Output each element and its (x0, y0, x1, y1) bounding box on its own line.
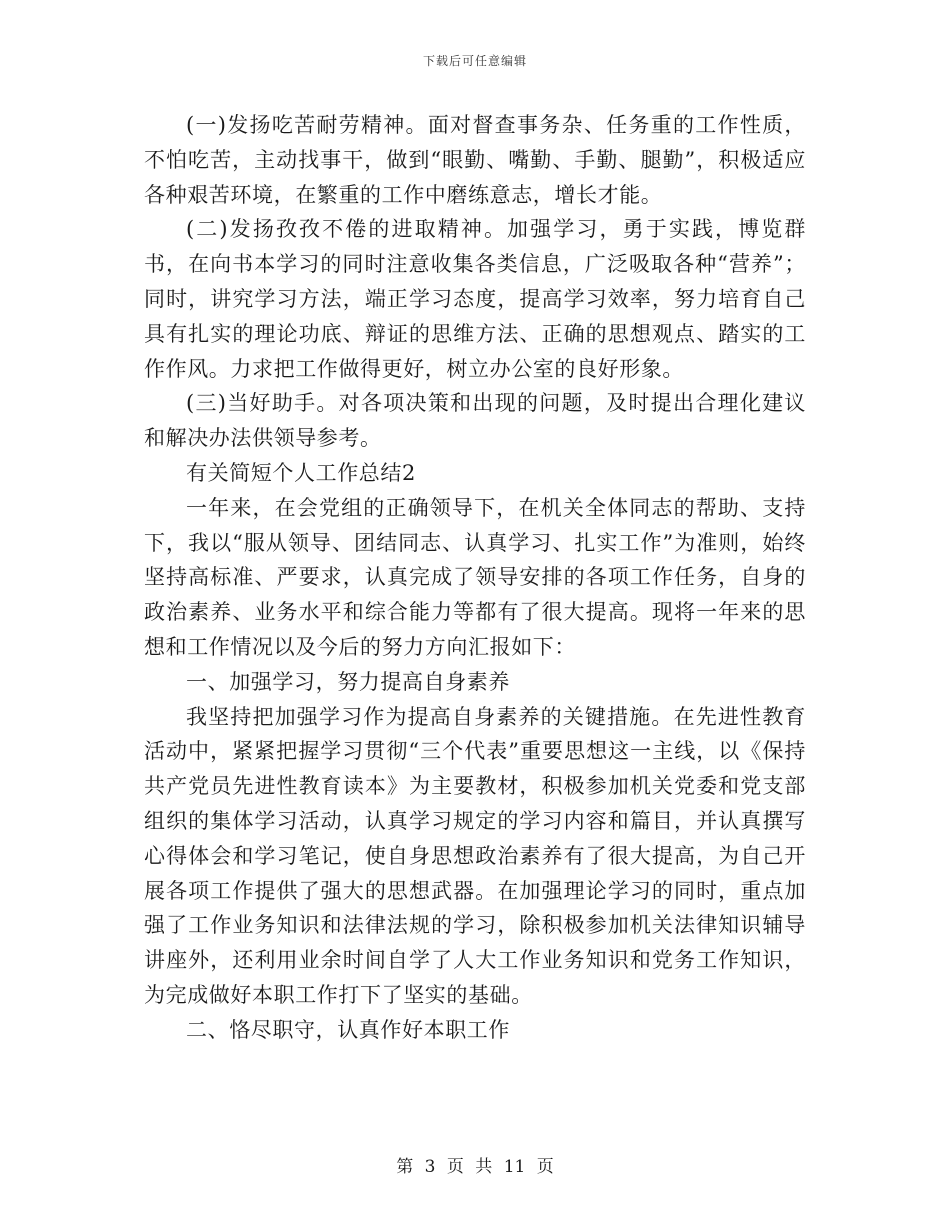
page-header-note: 下载后可任意编辑 (422, 54, 527, 68)
paragraph-good-assistant: (三)当好助手。对各项决策和出现的问题，及时提出合理化建议和解决办法供领导参考。 (144, 391, 806, 451)
page-number-footer: 第 3 页 共 11 页 (396, 1157, 554, 1177)
heading-strengthen-study: 一、加强学习，努力提高自身素养 (186, 669, 510, 694)
paragraph-spirit-progress: (二)发扬孜孜不倦的进取精神。加强学习，勇于实践，博览群书，在向书本学习的同时注意收集各类信息，广泛吸取各种“营养”；同时，讲究学习方法，端正学习态度，提高学习效率，努力培育自己具有扎实的理论功底、辩证的思维方法、正确的思想观点、踏实的工作作风。力求把工作做得更好，树立办公室的良好形象。 (144, 217, 806, 381)
paragraph-intro: 一年来，在会党组的正确领导下，在机关全体同志的帮助、支持下，我以“服从领导、团结同志、认真学习、扎实工作”为准则，始终坚持高标准、严要求，认真完成了领导安排的各项工作任务，自身的政治素养、业务水平和综合能力等都有了很大提高。现将一年来的思想和工作情况以及今后的努力方向汇报如下： (144, 495, 806, 659)
paragraph-study-detail: 我坚持把加强学习作为提高自身素养的关键措施。在先进性教育活动中，紧紧把握学习贯彻“三个代表”重要思想这一主线，以《保持共产党员先进性教育读本》为主要教材，积极参加机关党委和党支部组织的集体学习活动，认真学习规定的学习内容和篇目，并认真撰写心得体会和学习笔记，使自身思想政治素养有了很大提高，为自己开展各项工作提供了强大的思想武器。在加强理论学习的同时，重点加强了工作业务知识和法律法规的学习，除积极参加机关法律知识辅导讲座外，还利用业余时间自学了人大工作业务知识和党务工作知识，为完成做好本职工作打下了坚实的基础。 (144, 704, 806, 1007)
document-body (144, 108, 806, 1048)
paragraph-spirit-hardwork: (一)发扬吃苦耐劳精神。面对督查事务杂、任务重的工作性质，不怕吃苦，主动找事干，做到“眼勤、嘴勤、手勤、腿勤”，积极适应各种艰苦环境，在繁重的工作中磨练意志，增长才能。 (144, 113, 806, 207)
section-title-summary-2: 有关简短个人工作总结2 (186, 460, 416, 485)
heading-duty: 二、恪尽职守，认真作好本职工作 (186, 1017, 510, 1042)
